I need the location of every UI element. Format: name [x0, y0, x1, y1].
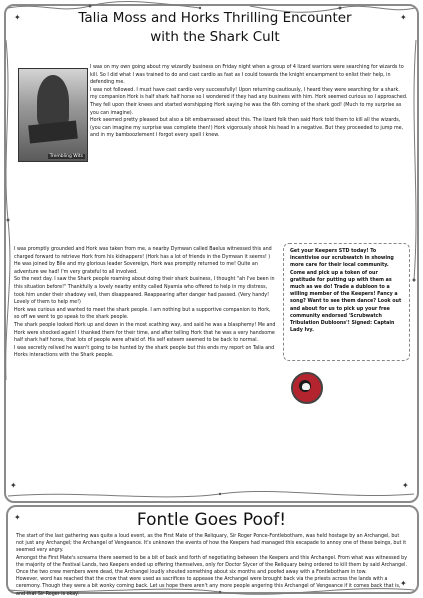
- article-title-line-2: with the Shark Cult: [150, 29, 280, 45]
- article-3-paragraph: However, word has reached that the crow that were used as sacrifices to appease the Archangel were brought back via the priests across the lands with a ceremony. Though they were a bit wonky coming back. Let us hope there aren't any more people angering this Archangel of Vengeance if it comes back that is, and that Sir Roger is okay.: [16, 577, 401, 597]
- article-2-paragraph: So the next day. I saw the Shark people roaming about doing their shark business, I thought "ah I've been in this situation before!" Thankfully a lovely nearby entity called Nyamia who offered to help in my distress, took him under their shadowy veil, then disappeared. Reappearing after danger had passed. (Very handy! Lovely of them to help me!): [14, 277, 275, 306]
- article-1-body: [90, 64, 408, 140]
- article-2-paragraph: I was secretly relived he wasn't going to be hunted by the shark people but this ends my report on Talia and Horks interactions with the Shark people.: [14, 345, 275, 359]
- article-1-paragraph: I was on my own going about my wizardly business on Friday night when a group of 4 lizard warriors were searching for wizards to kill. So I did what I was trained to do and cast cardio as fast as I could towards the knight encampment to enlist their help, in defending me.: [90, 65, 404, 86]
- article-2-paragraph: The shark people looked Hork up and down in the most scathing way, and said he was a blasphemy! Me and Hork were shocked again! I thanked them for their time, and after telling Hork that he was a very handsome half shark half horse, that lots of people were afraid of. His self esteem seemed to be back to normal.: [14, 322, 276, 344]
- article-1-paragraph: Hork seemed pretty pleased but also a bit embarrassed about this. The lizard folk then said Hork told them to kill all the wizards, (you can imagine my surprise was complete then!) Hork vigorously shook his head in a negative. But they proceeded to jump me, and in my bamboozlement I forgot every spell I knew.: [90, 118, 404, 139]
- figure-silhouette: [37, 75, 69, 127]
- article-3-paragraph: Amongst the First Mate's screams there seemed to be a bit of back and forth of negotiating between the Keepers and this Archangel. From what was witnessed by the majority of the Festival Lands, two Keepers ended up offering themselves, only for Doctor Slycer of the Reliquary being ordered to kill them by said Archangel.: [16, 555, 408, 568]
- article-title-line-1: Talia Moss and Horks Thrilling Encounter: [78, 10, 352, 26]
- article-3-title: Fontle Goes Poof!: [136, 510, 287, 530]
- photo-credit: Trembling Wits: [49, 154, 83, 159]
- article-2-paragraph: I was promptly grounded and Hork was taken from me, a nearby Dymwan called Baelus witnessed this and charged forward to retrieve Hork from his kidnappers! (Hork has a lot of friends in the Dymwan it seems! ) He was joined by Bile and my glorious leader Sovereign, Hork was promptly returned to me! Quite an adventure we had! I'm very grateful to all involved.: [14, 247, 272, 275]
- svg-text:✦: ✦: [400, 579, 407, 588]
- article-3-paragraph: The start of the last gathering was quite a loud event, as the First Mate of the Reliquary, Sir Roger Ponce-Fontlebotham, was held hostage by an Archangel, but not just any Archangel; the Archangel of Vengeance. It's unknown the events of how the Keepers had managed this escapade to annoy one of these beings, but it seemed very angry.: [16, 534, 407, 554]
- book-silhouette: [28, 121, 78, 144]
- article-2-body: [14, 246, 276, 360]
- svg-text:✦: ✦: [14, 13, 21, 22]
- article-2-paragraph: Hork was curious and wanted to meet the shark people. I am nothing but a supportive companion to Hork, so off we went to go speak to the shark people.: [14, 307, 271, 321]
- svg-text:✦: ✦: [400, 13, 407, 22]
- skull-badge-icon: [291, 372, 323, 404]
- svg-text:✦: ✦: [14, 513, 21, 522]
- advert-text: Get your Keepers STD today! To incentivise our scrubwatch in showing more care for their local community. Come and pick up a token of our gratitude for putting up with them as much as we do! Trade a dubloon to a willing member of the Keepers! Fancy a song? Want to see them dance? Look out and about for us to pick up your free community endorsed 'Scrubwatch Tribulation Dubloons'! Signed: Captain Lady Ivy.: [290, 249, 402, 334]
- article-photo: [18, 68, 88, 162]
- svg-text:✦: ✦: [10, 481, 17, 490]
- article-3-paragraph: Once the two crew members were dead, the Archangel loudly shouted something about six months and poofed away with a Fontlebotham in tow.: [16, 570, 367, 576]
- skull-icon: [302, 383, 310, 390]
- article-1-paragraph: I was not followed. I must have cast cardio very successfully! Upon returning cautiously, I heard they were searching for a shark. my companion Hork is half shark half horse so I wondered if they had any business with him. Hork seemed curious so I approached. They fell upon their knees and started worshipping Hork saying he was the 6th coming of the shark god! (Much to my surprise as you can imagine).: [90, 87, 408, 116]
- svg-text:✦: ✦: [402, 481, 409, 490]
- article-3-body: [16, 533, 408, 598]
